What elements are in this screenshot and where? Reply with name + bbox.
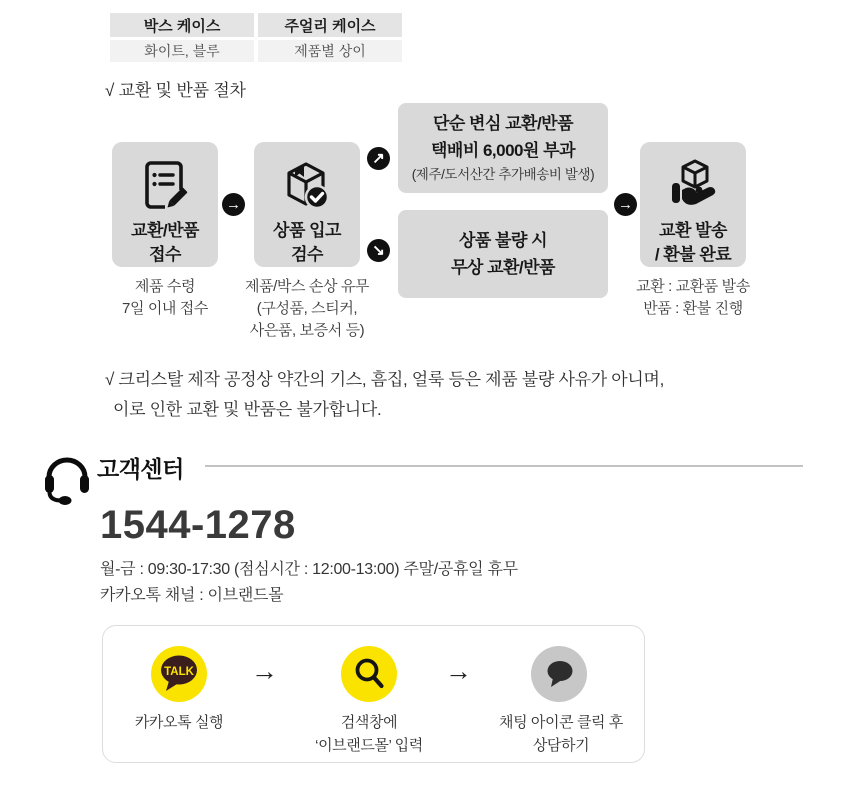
- spec-header-jewelry-case: 주얼리 케이스: [258, 13, 402, 37]
- chat-bubble-icon: [531, 646, 587, 702]
- step-title: 상품 입고 검수: [273, 221, 341, 264]
- arrow-up-right-icon: ↗: [367, 147, 390, 170]
- step-caption: 교환 : 교환품 발송 반품 : 환불 진행: [636, 278, 750, 317]
- branch-box-free-return: [398, 210, 608, 298]
- doc-edit-icon: [139, 152, 191, 219]
- spec-value-box-case: 화이트, 블루: [110, 40, 254, 62]
- notice-line-2: 이로 인한 교환 및 반품은 불가합니다.: [113, 400, 382, 419]
- kakao-guide-box: [102, 625, 645, 763]
- branch-line: 상품 불량 시: [458, 231, 548, 250]
- business-hours: 월-금 : 09:30-17:30 (점심시간 : 12:00-13:00) 주말/공휴일 휴무: [100, 561, 518, 578]
- right-arrow-icon: →: [251, 656, 278, 686]
- kakao-talk-icon: [151, 646, 207, 702]
- step-title: 교환/반품 접수: [131, 221, 199, 264]
- spec-value-jewelry-case: 제품별 상이: [258, 40, 402, 62]
- package-check-icon: [280, 152, 334, 219]
- step-box-complete: [640, 142, 746, 267]
- step-caption: 제품 수령 7일 이내 접수: [122, 278, 208, 317]
- kakao-step-label: 채팅 아이콘 클릭 후 상담하기: [498, 714, 624, 754]
- branch-line: 택배비 6,000원 부과: [430, 141, 576, 160]
- svg-text:TALK: TALK: [164, 666, 194, 678]
- spec-header-box-case: 박스 케이스: [110, 13, 254, 37]
- arrow-right-icon: →: [614, 193, 637, 216]
- kakao-channel-info: 카카오톡 채널 : 이브랜드몰: [100, 587, 284, 604]
- step-title: 교환 발송 / 환불 완료: [654, 221, 732, 264]
- step-box-inspect: [254, 142, 360, 267]
- spec-table: [110, 13, 402, 62]
- headset-icon: [40, 451, 94, 512]
- process-heading: √ 교환 및 반품 절차: [105, 81, 246, 100]
- phone-number: 1544-1278: [100, 503, 296, 547]
- box-in-hand-icon: [665, 152, 721, 219]
- step-box-receipt: [112, 142, 218, 267]
- step-caption: 제품/박스 손상 유무 (구성품, 스티커, 사은품, 보증서 등): [244, 278, 370, 339]
- right-arrow-icon: →: [445, 656, 472, 686]
- branch-line: 무상 교환/반품: [451, 258, 555, 277]
- customer-center-title: 고객센터: [97, 456, 184, 482]
- search-icon: [341, 646, 397, 702]
- branch-line: (제주/도서산간 추가배송비 발생): [411, 167, 595, 182]
- kakao-step-label: 카카오톡 실행: [134, 714, 224, 731]
- arrow-down-right-icon: ↘: [367, 239, 390, 262]
- divider-line: [205, 465, 803, 467]
- branch-line: 단순 변심 교환/반품: [432, 114, 574, 133]
- branch-box-paid-return: [398, 103, 608, 193]
- notice-line-1: √ 크리스탈 제작 공정상 약간의 기스, 흠집, 얼룩 등은 제품 불량 사유가 아니며,: [105, 370, 665, 389]
- kakao-step-label: 검색창에 ‘이브랜드몰’ 입력: [315, 714, 423, 754]
- arrow-right-icon: →: [222, 193, 245, 216]
